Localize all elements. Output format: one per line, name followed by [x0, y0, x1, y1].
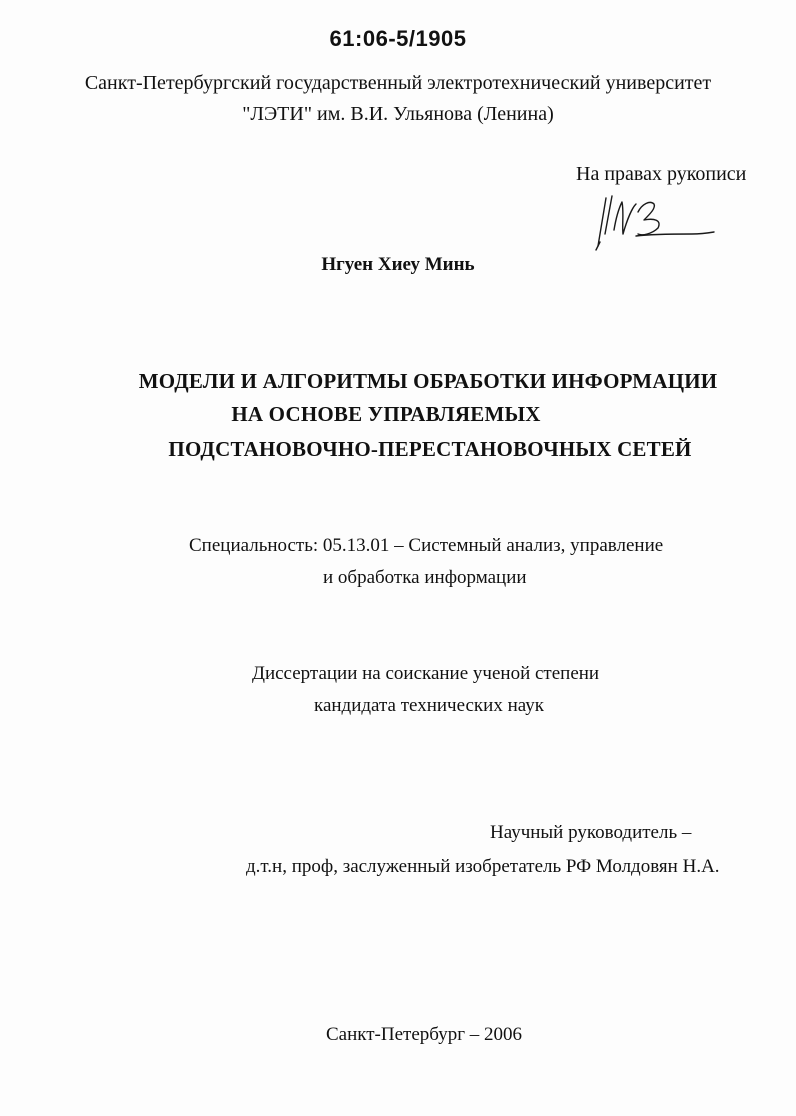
degree-line: Диссертации на соискание ученой степени: [252, 663, 600, 684]
supervisor-name: д.т.н, проф, заслуженный изобретатель РФ Молдовян Н.А.: [246, 856, 720, 877]
degree-line: кандидата технических наук: [314, 695, 544, 716]
dissertation-title-line: МОДЕЛИ И АЛГОРИТМЫ ОБРАБОТКИ ИНФОРМАЦИИ: [138, 369, 718, 393]
author-name: Нгуен Хиеу Минь: [321, 254, 475, 275]
dissertation-title-line: НА ОСНОВЕ УПРАВЛЯЕМЫХ: [231, 402, 541, 426]
specialty-line: и обработка информации: [323, 567, 527, 588]
supervisor-label: Научный руководитель –: [490, 822, 692, 843]
institution-name: Санкт-Петербургский государственный электротехнический университет: [84, 72, 712, 94]
handwritten-signature-icon: [592, 190, 722, 252]
specialty-line: Специальность: 05.13.01 – Системный анализ, управление: [189, 535, 664, 556]
archive-stamp-code: 61:06-5/1905: [329, 26, 467, 51]
dissertation-title-line: ПОДСТАНОВОЧНО-ПЕРЕСТАНОВОЧНЫХ СЕТЕЙ: [168, 437, 692, 461]
manuscript-rights-note: На правах рукописи: [576, 163, 747, 185]
institution-subtitle: "ЛЭТИ" им. В.И. Ульянова (Ленина): [242, 103, 554, 125]
place-and-year: Санкт-Петербург – 2006: [325, 1024, 522, 1045]
